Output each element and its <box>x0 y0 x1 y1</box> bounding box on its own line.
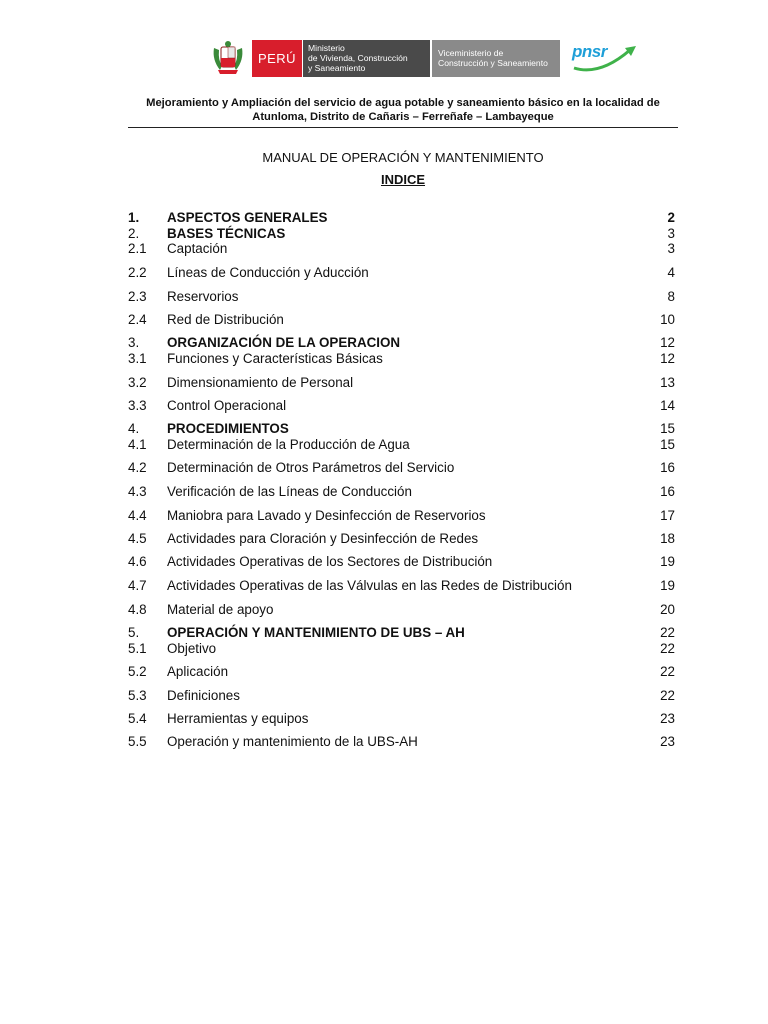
toc-entry <box>128 398 675 414</box>
toc-entry <box>128 226 675 242</box>
ministry-logo <box>302 40 430 77</box>
toc-entry-number: 3.1 <box>128 351 147 366</box>
pnsr-logo <box>570 40 640 77</box>
toc-entry-page: 22 <box>660 688 675 703</box>
index-heading <box>128 172 678 187</box>
toc-entry <box>128 641 675 657</box>
viceministry-logo <box>432 40 560 77</box>
toc-entry-label: Líneas de Conducción y Aducción <box>167 265 369 280</box>
toc-entry-number: 2.3 <box>128 289 147 304</box>
viceministry-line-1: Viceministerio de <box>438 48 504 58</box>
toc-entry <box>128 241 675 257</box>
toc-entry <box>128 625 675 641</box>
ministry-line-3: y Saneamiento <box>308 63 366 73</box>
toc-entry-label: Operación y mantenimiento de la UBS-AH <box>167 734 418 749</box>
toc-entry-number: 1. <box>128 210 140 225</box>
toc-entry-page: 3 <box>667 226 675 241</box>
toc-entry-page: 18 <box>660 531 675 546</box>
toc-entry-page: 2 <box>667 210 675 225</box>
toc-entry-page: 16 <box>660 484 675 499</box>
toc-entry <box>128 289 675 305</box>
toc-entry <box>128 664 675 680</box>
toc-entry-label: Red de Distribución <box>167 312 284 327</box>
toc-entry-page: 22 <box>660 664 675 679</box>
toc-entry-page: 3 <box>667 241 675 256</box>
toc-entry-number: 4.7 <box>128 578 147 593</box>
toc-entry <box>128 578 675 594</box>
toc-entry-number: 2.1 <box>128 241 147 256</box>
toc-entry-number: 4.1 <box>128 437 147 452</box>
project-title-line-1: Mejoramiento y Ampliación del servicio de agua potable y saneamiento básico en la localidad de <box>146 97 660 109</box>
toc-entry-number: 4.8 <box>128 602 147 617</box>
toc-entry-number: 5.2 <box>128 664 147 679</box>
ministry-line-2: de Vivienda, Construcción <box>308 53 408 63</box>
toc-entry-page: 23 <box>660 711 675 726</box>
toc-entry <box>128 711 675 727</box>
toc-entry-label: Verificación de las Líneas de Conducción <box>167 484 412 499</box>
toc-entry-number: 3. <box>128 335 140 350</box>
toc-entry <box>128 335 675 351</box>
toc-entry-number: 4.3 <box>128 484 147 499</box>
toc-entry-number: 2.2 <box>128 265 147 280</box>
toc-entry <box>128 734 675 750</box>
toc-entry-label: Material de apoyo <box>167 602 274 617</box>
toc-entry-number: 4.2 <box>128 460 147 475</box>
toc-entry <box>128 531 675 547</box>
toc-entry-label: Funciones y Características Básicas <box>167 351 383 366</box>
toc-entry-page: 23 <box>660 734 675 749</box>
toc-entry-page: 19 <box>660 554 675 569</box>
toc-entry-label: Actividades Operativas de los Sectores de Distribución <box>167 554 493 569</box>
toc-entry-number: 5. <box>128 625 140 640</box>
toc-entry <box>128 602 675 618</box>
toc-entry-page: 10 <box>660 312 675 327</box>
toc-entry-number: 4.4 <box>128 508 147 523</box>
header-divider <box>128 127 678 128</box>
toc-entry <box>128 484 675 500</box>
toc-entry <box>128 421 675 437</box>
toc-entry-label: Dimensionamiento de Personal <box>167 375 354 390</box>
toc-entry-page: 20 <box>660 602 675 617</box>
toc-entry-number: 4. <box>128 421 140 436</box>
toc-entry-page: 17 <box>660 508 675 523</box>
document-title: MANUAL DE OPERACIÓN Y MANTENIMIENTO <box>262 150 544 165</box>
toc-entry-label: Captación <box>167 241 228 256</box>
toc-entry-number: 4.6 <box>128 554 147 569</box>
toc-entry-label: Aplicación <box>167 664 229 679</box>
header-logos <box>210 40 640 77</box>
viceministry-line-2: Construcción y Saneamiento <box>438 58 548 68</box>
toc-entry <box>128 437 675 453</box>
toc-entry-label: ORGANIZACIÓN DE LA OPERACION <box>167 335 401 350</box>
toc-entry-label: Objetivo <box>167 641 217 656</box>
toc-entry-label: Definiciones <box>167 688 240 703</box>
toc-entry-page: 19 <box>660 578 675 593</box>
toc-entry-number: 2. <box>128 226 140 241</box>
toc-entry-label: PROCEDIMIENTOS <box>167 421 289 436</box>
pnsr-swoosh-icon <box>570 40 640 77</box>
toc-entry-page: 22 <box>660 625 675 640</box>
toc-entry-number: 5.5 <box>128 734 147 749</box>
toc-entry-label: Actividades para Cloración y Desinfección de Redes <box>167 531 479 546</box>
toc-entry <box>128 351 675 367</box>
toc-entry-label: Determinación de la Producción de Agua <box>167 437 410 452</box>
toc-entry-label: Control Operacional <box>167 398 287 413</box>
toc-entry-label: Determinación de Otros Parámetros del Servicio <box>167 460 455 475</box>
toc-entry <box>128 688 675 704</box>
index-heading-text: INDICE <box>380 172 426 187</box>
toc-entry <box>128 508 675 524</box>
toc-entry-page: 4 <box>667 265 675 280</box>
toc-entry-number: 5.4 <box>128 711 147 726</box>
toc-entry-number: 4.5 <box>128 531 147 546</box>
toc-entry <box>128 210 675 226</box>
toc-entry <box>128 460 675 476</box>
toc-entry-number: 5.3 <box>128 688 147 703</box>
toc-entry <box>128 265 675 281</box>
toc-entry-number: 2.4 <box>128 312 147 327</box>
toc-entry-label: ASPECTOS GENERALES <box>167 210 328 225</box>
toc-entry-label: OPERACIÓN Y MANTENIMIENTO DE UBS – AH <box>167 625 465 640</box>
toc-entry-page: 12 <box>660 335 675 350</box>
toc-entry-page: 16 <box>660 460 675 475</box>
pnsr-logo-text: pnsr <box>572 42 607 61</box>
toc-entry-page: 14 <box>660 398 675 413</box>
project-title-line-2: Atunloma, Distrito de Cañaris – Ferreñafe – Lambayeque <box>252 111 554 123</box>
toc-entry-page: 15 <box>660 421 675 436</box>
toc-entry <box>128 375 675 391</box>
toc-entry-page: 15 <box>660 437 675 452</box>
toc-entry-number: 5.1 <box>128 641 147 656</box>
toc-entry-label: Actividades Operativas de las Válvulas en las Redes de Distribución <box>167 578 572 593</box>
toc-entry-label: BASES TÉCNICAS <box>167 226 286 241</box>
toc-entry-number: 3.3 <box>128 398 147 413</box>
peru-coat-of-arms-icon <box>210 40 246 77</box>
toc-entry-label: Herramientas y equipos <box>167 711 309 726</box>
toc-entry-page: 8 <box>667 289 675 304</box>
peru-text: PERÚ <box>257 51 297 66</box>
toc-entry <box>128 312 675 328</box>
toc-entry-page: 12 <box>660 351 675 366</box>
toc-entry-label: Maniobra para Lavado y Desinfección de Reservorios <box>167 508 486 523</box>
toc-entry-page: 22 <box>660 641 675 656</box>
peru-logo <box>252 40 302 77</box>
toc-entry <box>128 554 675 570</box>
ministry-line-1: Ministerio <box>308 43 345 53</box>
toc-entry-label: Reservorios <box>167 289 239 304</box>
toc-entry-page: 13 <box>660 375 675 390</box>
project-title <box>128 96 678 124</box>
toc-entry-number: 3.2 <box>128 375 147 390</box>
